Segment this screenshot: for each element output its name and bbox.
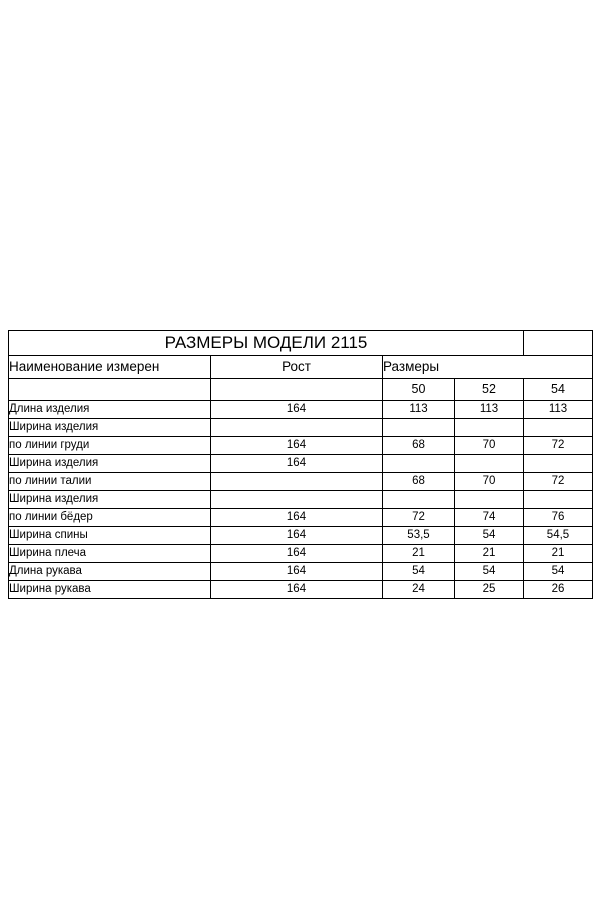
header-measurement: Наименование измерен xyxy=(9,356,211,379)
row-value-54: 21 xyxy=(524,545,593,563)
size-column-50: 50 xyxy=(383,379,455,401)
table-row xyxy=(9,527,593,545)
row-value-50: 53,5 xyxy=(383,527,455,545)
row-value-50: 24 xyxy=(383,581,455,599)
row-height: 164 xyxy=(211,437,383,455)
row-height: 164 xyxy=(211,581,383,599)
row-label: по линии бёдер xyxy=(9,509,211,527)
table-title-row xyxy=(9,331,593,356)
row-value-54 xyxy=(524,419,593,437)
page-title: РАЗМЕРЫ МОДЕЛИ 2115 xyxy=(9,331,524,356)
row-height: 164 xyxy=(211,509,383,527)
row-label: Ширина плеча xyxy=(9,545,211,563)
row-value-54 xyxy=(524,491,593,509)
row-height: 164 xyxy=(211,401,383,419)
row-label: Ширина спины xyxy=(9,527,211,545)
row-value-52: 54 xyxy=(455,527,524,545)
row-value-52: 21 xyxy=(455,545,524,563)
header-sizes: Размеры xyxy=(383,356,593,379)
row-height xyxy=(211,491,383,509)
table-row xyxy=(9,419,593,437)
table-row xyxy=(9,545,593,563)
row-label: Длина изделия xyxy=(9,401,211,419)
row-value-54: 54 xyxy=(524,563,593,581)
table-row xyxy=(9,437,593,455)
row-height xyxy=(211,473,383,491)
row-value-50: 54 xyxy=(383,563,455,581)
size-column-54: 54 xyxy=(524,379,593,401)
table-row xyxy=(9,401,593,419)
row-value-50: 72 xyxy=(383,509,455,527)
row-value-54: 54,5 xyxy=(524,527,593,545)
row-height: 164 xyxy=(211,563,383,581)
row-height xyxy=(211,419,383,437)
title-spacer-cell xyxy=(524,331,593,356)
row-label: по линии груди xyxy=(9,437,211,455)
row-value-52: 70 xyxy=(455,437,524,455)
row-value-54: 72 xyxy=(524,473,593,491)
row-height: 164 xyxy=(211,545,383,563)
row-value-50: 68 xyxy=(383,473,455,491)
row-height: 164 xyxy=(211,527,383,545)
row-value-50 xyxy=(383,419,455,437)
row-value-52: 74 xyxy=(455,509,524,527)
size-column-52: 52 xyxy=(455,379,524,401)
row-value-52: 70 xyxy=(455,473,524,491)
row-value-54: 113 xyxy=(524,401,593,419)
row-label: Ширина изделия xyxy=(9,455,211,473)
table-header-row xyxy=(9,356,593,379)
row-value-54: 76 xyxy=(524,509,593,527)
table-row xyxy=(9,509,593,527)
row-label: Ширина рукава xyxy=(9,581,211,599)
row-value-52: 54 xyxy=(455,563,524,581)
row-label: по линии талии xyxy=(9,473,211,491)
size-chart-sheet xyxy=(8,330,592,599)
row-value-50: 68 xyxy=(383,437,455,455)
size-numbers-row xyxy=(9,379,593,401)
row-value-52 xyxy=(455,491,524,509)
row-value-52: 113 xyxy=(455,401,524,419)
row-value-50: 21 xyxy=(383,545,455,563)
row-label: Длина рукава xyxy=(9,563,211,581)
row-label: Ширина изделия xyxy=(9,419,211,437)
size-row-spacer-height xyxy=(211,379,383,401)
header-height: Рост xyxy=(211,356,383,379)
table-row xyxy=(9,455,593,473)
row-value-54: 72 xyxy=(524,437,593,455)
row-value-50: 113 xyxy=(383,401,455,419)
row-value-52: 25 xyxy=(455,581,524,599)
row-value-52 xyxy=(455,419,524,437)
table-row xyxy=(9,491,593,509)
row-value-50 xyxy=(383,455,455,473)
table-row xyxy=(9,563,593,581)
size-row-spacer-name xyxy=(9,379,211,401)
row-value-52 xyxy=(455,455,524,473)
row-value-50 xyxy=(383,491,455,509)
row-value-54: 26 xyxy=(524,581,593,599)
row-label: Ширина изделия xyxy=(9,491,211,509)
table-row xyxy=(9,581,593,599)
size-table xyxy=(8,330,593,599)
row-value-54 xyxy=(524,455,593,473)
row-height: 164 xyxy=(211,455,383,473)
table-row xyxy=(9,473,593,491)
